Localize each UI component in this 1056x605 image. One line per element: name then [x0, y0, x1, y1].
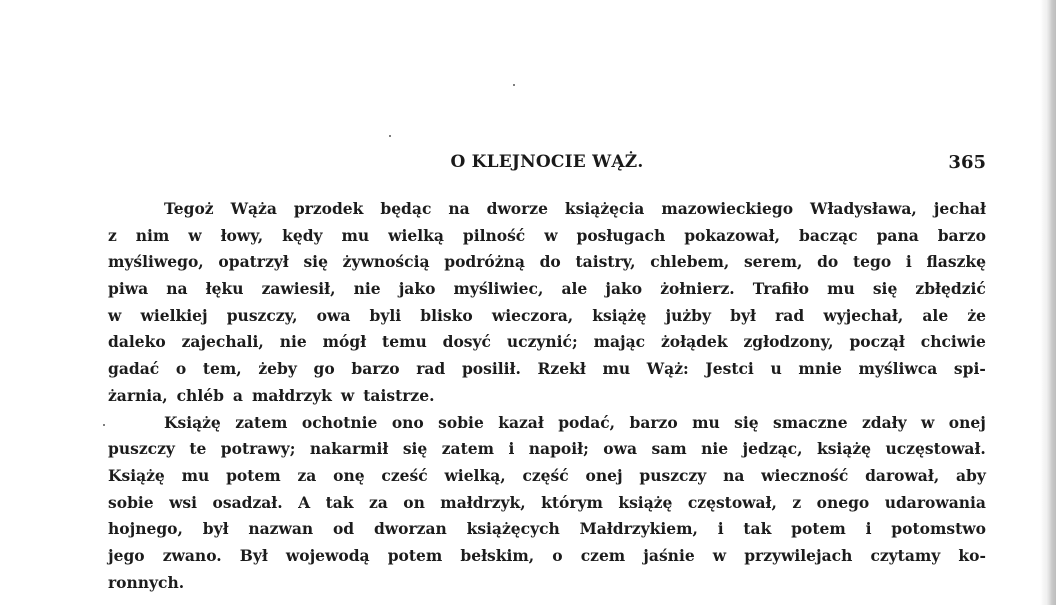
scan-speck: [103, 424, 105, 426]
running-title: O KLEJNOCIE WĄŻ.: [450, 152, 644, 172]
text-line: z nim w łowy, kędy mu wielką pilność w posługach pokazował, bacząc pana barzo: [108, 225, 986, 245]
text-line: daleko zajechali, nie mógł temu dosyć uczynić; mając żołądek zgłodzony, począł chciwie: [108, 332, 986, 352]
scan-speck: [389, 135, 391, 137]
text-line: puszczy te potrawy; nakarmił się zatem i napoił; owa sam nie jedząc, książę uczęstował.: [108, 439, 986, 459]
scan-speck: [513, 84, 515, 86]
text-line: w wielkiej puszczy, owa byli blisko wieczora, książę jużby był rad wyjechał, ale że: [108, 305, 986, 325]
text-line: gadać o tem, żeby go barzo rad posilił. Rzekł mu Wąż: Jestci u mnie myśliwca spi-: [108, 359, 986, 379]
text-line: myśliwego, opatrzył się żywnością podróżną do taistry, chlebem, serem, do tego i flaszkę: [108, 252, 986, 272]
text-line: sobie wsi osadzał. A tak za on małdrzyk, którym książę częstował, z onego udarowania: [108, 492, 986, 512]
paragraph: [108, 410, 986, 597]
page-header: [108, 152, 986, 178]
text-line: ronnych.: [108, 572, 185, 592]
text-line: jego zwano. Był wojewodą potem bełskim, o czem jaśnie w przywilejach czytamy ko-: [108, 545, 986, 565]
page-edge: [1046, 0, 1056, 605]
text-line: żarnia, chléb a małdrzyk w taistrze.: [108, 385, 435, 405]
text-line: piwa na łęku zawiesił, nie jako myśliwiec, ale jako żołnierz. Trafiło mu się zbłędzić: [108, 279, 986, 299]
text-line: Książę zatem ochotnie ono sobie kazał podać, barzo mu się smaczne zdały w onej: [164, 412, 986, 432]
page-number: 365: [948, 152, 986, 173]
text-line: Tegoż Wąża przodek będąc na dworze książęcia mazowieckiego Władysława, jechał: [164, 199, 986, 218]
paragraph: [108, 196, 986, 410]
body-text: [108, 196, 986, 596]
text-line: hojnego, był nazwan od dworzan książęcych Małdrzykiem, i tak potem i potomstwo: [108, 519, 986, 539]
text-line: Książę mu potem za onę cześć wielką, część onej puszczy na wieczność darował, aby: [108, 465, 986, 485]
